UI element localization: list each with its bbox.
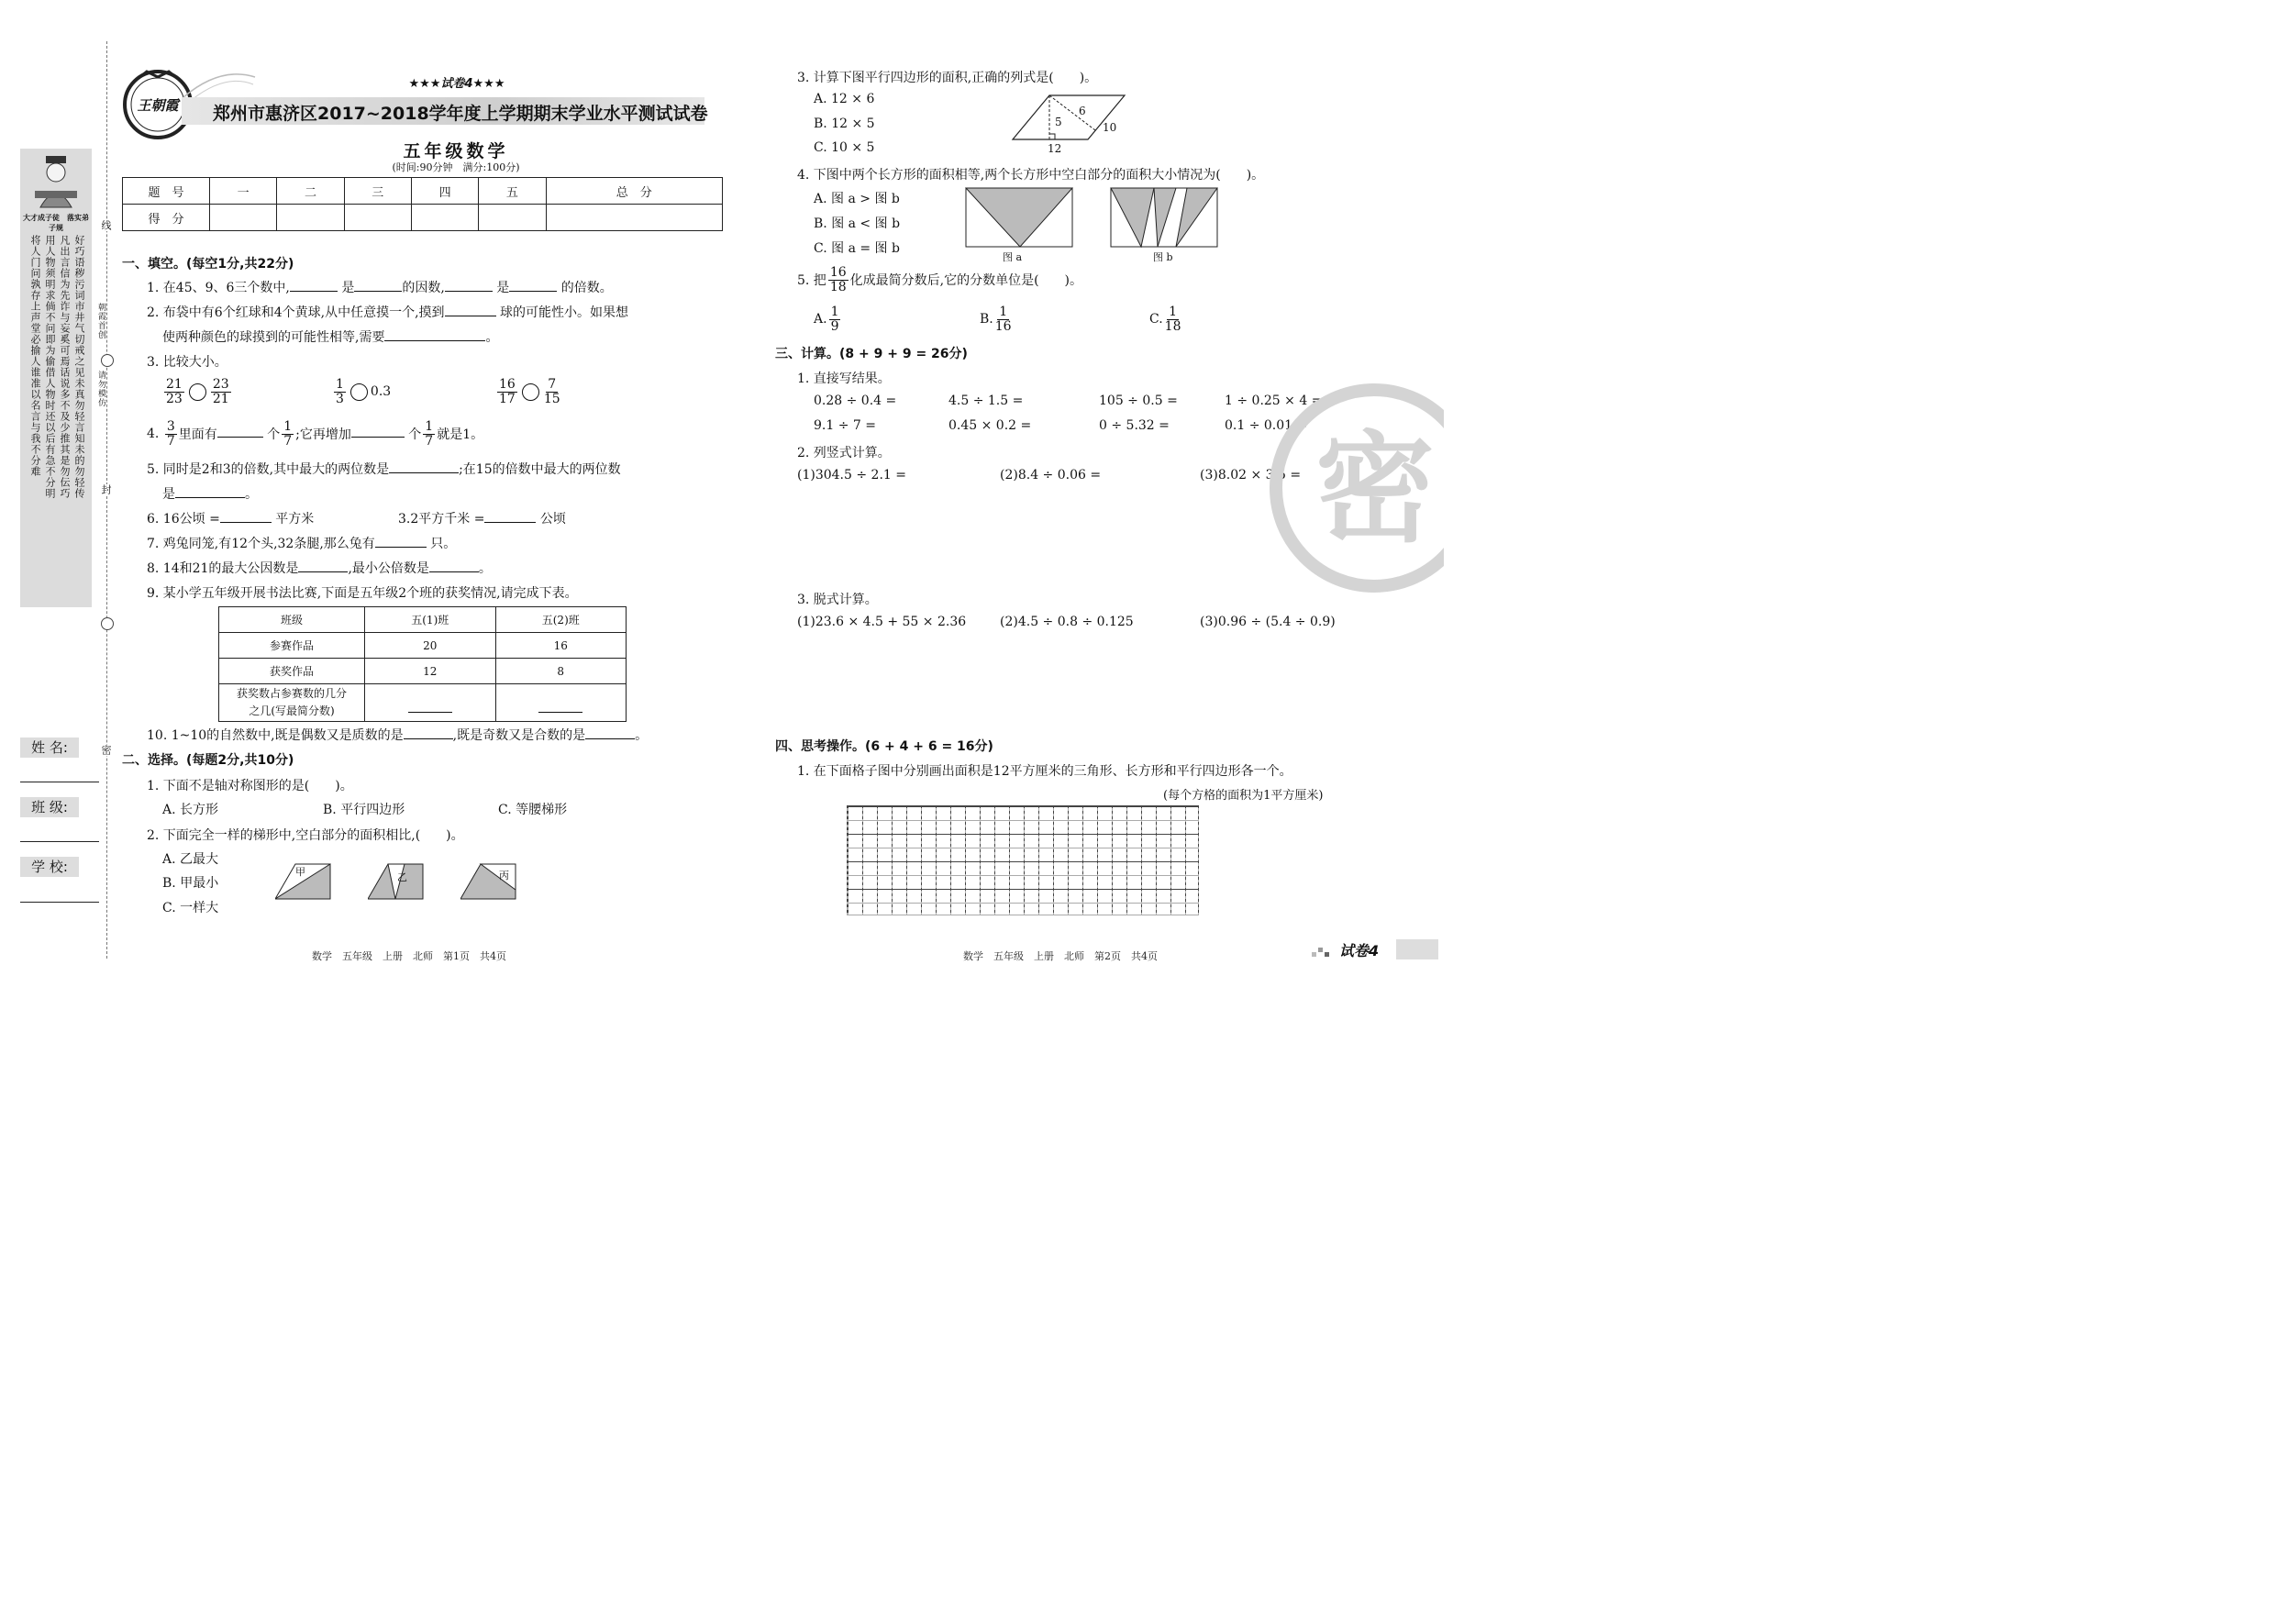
s2-q5-opt-b[interactable] bbox=[980, 305, 1014, 333]
score-cell[interactable] bbox=[546, 205, 722, 231]
s2-q4-opt-b[interactable]: B. 图 a < 图 b bbox=[814, 216, 901, 231]
rectangle-fig-a bbox=[965, 187, 1073, 248]
s3-sub1: 1. 直接写结果。 bbox=[797, 372, 891, 386]
option-label: A. bbox=[814, 312, 827, 327]
compare-circle[interactable] bbox=[522, 383, 539, 401]
side-mark-original: 朝霞首创 bbox=[96, 303, 105, 339]
score-cell[interactable] bbox=[210, 205, 277, 231]
binding-line bbox=[106, 41, 107, 959]
s2-q2: 2. 下面完全一样的梯形中,空白部分的面积相比,( )。 bbox=[147, 828, 464, 843]
motto-col-2: 凡出言信为先诈与妄奚可焉话说多不及少推其是勿伝巧 bbox=[59, 235, 71, 499]
s1-q10 bbox=[147, 726, 648, 744]
direct-calc: 1 ÷ 0.25 × 4 = bbox=[1225, 394, 1323, 408]
fraction bbox=[497, 378, 517, 405]
award-cell: 8 bbox=[495, 659, 627, 684]
answer-blank[interactable] bbox=[290, 291, 338, 292]
answer-blank[interactable] bbox=[389, 472, 459, 473]
side-mark-seal: 封 bbox=[100, 484, 112, 495]
s2-q5-opt-c[interactable] bbox=[1149, 305, 1183, 333]
s1-q1-text: 的因数, bbox=[402, 281, 445, 295]
fraction-num: 16 bbox=[829, 265, 847, 280]
rectangle-fig-b bbox=[1110, 187, 1218, 248]
s2-q5-text: 化成最简分数后,它的分数单位是( )。 bbox=[849, 273, 1083, 289]
para-slant-label: 10 bbox=[1103, 121, 1117, 134]
motto-col-1: 好巧语秽污词市井气切戒之见未真勿轻言知未的勿轻传 bbox=[73, 235, 85, 499]
fraction bbox=[544, 378, 560, 405]
answer-blank[interactable] bbox=[298, 571, 348, 572]
s1-q8 bbox=[147, 559, 492, 577]
score-header-cell: 总 分 bbox=[546, 178, 722, 205]
s2-q3-opt-b[interactable]: B. 12 × 5 bbox=[814, 116, 875, 131]
s2-q3-opt-c[interactable]: C. 10 × 5 bbox=[814, 140, 875, 155]
s1-q4-text: ;它再增加 bbox=[295, 427, 351, 443]
fraction-num: 1 bbox=[999, 305, 1008, 319]
award-row bbox=[219, 633, 627, 659]
s1-q1-text: 是 bbox=[341, 281, 355, 295]
s2-q1-opt-b[interactable]: B. 平行四边形 bbox=[323, 803, 405, 817]
para-height-label: 5 bbox=[1055, 116, 1062, 128]
s1-q4-text: 4. bbox=[147, 427, 160, 442]
s1-q10-text: 。 bbox=[635, 728, 649, 743]
logo-text: 王朝霞 bbox=[137, 97, 179, 114]
s1-q8-text: ,最小公倍数是 bbox=[348, 561, 429, 576]
trapezoid-jia bbox=[275, 862, 334, 901]
fraction-num: 23 bbox=[212, 377, 229, 392]
fraction-num: 16 bbox=[499, 377, 516, 392]
s1-q6-part2 bbox=[398, 509, 566, 527]
answer-blank[interactable] bbox=[217, 437, 263, 438]
fraction-num: 3 bbox=[166, 419, 175, 434]
compare-circle[interactable] bbox=[189, 383, 206, 401]
paper-badge: ★★★试卷4★★★ bbox=[408, 77, 505, 91]
answer-blank[interactable] bbox=[445, 291, 493, 292]
fraction bbox=[829, 305, 841, 333]
fraction-den: 15 bbox=[543, 391, 560, 406]
award-header: 五(2)班 bbox=[495, 607, 627, 633]
vertical-calc: (1)304.5 ÷ 2.1 = bbox=[797, 468, 906, 482]
s1-q5-text: ;在15的倍数中最大的两位数 bbox=[459, 462, 621, 477]
answer-blank[interactable] bbox=[175, 497, 245, 498]
school-input-line[interactable] bbox=[20, 902, 99, 903]
footer-tag: 试卷4 bbox=[1339, 942, 1380, 959]
direct-calc: 4.5 ÷ 1.5 = bbox=[948, 394, 1024, 408]
s1-q1 bbox=[147, 278, 613, 296]
award-header: 五(1)班 bbox=[365, 607, 496, 633]
s4-q1: 1. 在下面格子图中分别画出面积是12平方厘米的三角形、长方形和平行四边形各一个。 bbox=[797, 764, 1292, 779]
score-cell[interactable] bbox=[411, 205, 478, 231]
section2-title: 二、选择。(每题2分,共10分) bbox=[122, 753, 294, 768]
s2-q3-opt-a[interactable]: A. 12 × 6 bbox=[814, 92, 875, 106]
trap-label: 甲 bbox=[295, 866, 305, 878]
fraction-num: 1 bbox=[830, 305, 839, 319]
score-cell[interactable] bbox=[277, 205, 344, 231]
seal-icon-2 bbox=[101, 617, 114, 630]
score-header-cell: 一 bbox=[210, 178, 277, 205]
fraction-den: 21 bbox=[212, 391, 229, 406]
side-mark-secret: 密 bbox=[100, 745, 112, 756]
s1-q1-text: 1. 在45、9、6三个数中, bbox=[147, 281, 290, 295]
score-header-cell: 四 bbox=[411, 178, 478, 205]
subject-title: 五年级数学 bbox=[403, 141, 509, 161]
fraction-den: 16 bbox=[994, 318, 1012, 334]
answer-blank[interactable] bbox=[351, 437, 405, 438]
award-label: 之几(写最简分数) bbox=[249, 704, 335, 717]
s1-q4-text: 里面有 bbox=[178, 427, 217, 443]
fraction-num: 21 bbox=[166, 377, 183, 392]
expanded-calc: (1)23.6 × 4.5 + 55 × 2.36 bbox=[797, 615, 967, 629]
s2-q5 bbox=[797, 266, 1082, 294]
score-header-row bbox=[123, 178, 723, 205]
parallelogram-figure bbox=[1009, 92, 1128, 158]
fraction-den: 17 bbox=[499, 391, 516, 406]
s1-q2-text: 2. 布袋中有6个红球和4个黄球,从中任意摸一个,摸到 bbox=[147, 305, 445, 320]
motto-col-3: 用人物须明求倘不问即为偷借人物时还以后有急不分明 bbox=[44, 235, 56, 499]
fraction-den: 9 bbox=[830, 318, 839, 334]
answer-blank[interactable] bbox=[509, 291, 557, 292]
compare-circle[interactable] bbox=[350, 383, 368, 401]
award-cell: 获奖作品 bbox=[219, 659, 365, 684]
award-header: 班级 bbox=[219, 607, 365, 633]
trapezoid-bing bbox=[460, 862, 519, 901]
class-label: 班 级: bbox=[20, 797, 79, 817]
award-cell: 20 bbox=[365, 633, 496, 659]
s2-q4: 4. 下图中两个长方形的面积相等,两个长方形中空白部分的面积大小情况为( )。 bbox=[797, 168, 1265, 183]
s1-q6 bbox=[147, 509, 314, 527]
award-answer-cell[interactable] bbox=[495, 684, 627, 722]
s1-q8-text: 。 bbox=[478, 561, 492, 576]
s1-q5-line1 bbox=[147, 460, 621, 478]
expanded-calc: (2)4.5 ÷ 0.8 ÷ 0.125 bbox=[1000, 615, 1134, 629]
fraction bbox=[211, 378, 231, 405]
class-input-line[interactable] bbox=[20, 841, 99, 842]
score-header-cell: 五 bbox=[479, 178, 546, 205]
fraction bbox=[995, 305, 1012, 333]
vertical-calc: (2)8.4 ÷ 0.06 = bbox=[1000, 468, 1102, 482]
fraction-den: 18 bbox=[829, 279, 847, 294]
trap-label: 丙 bbox=[499, 870, 509, 882]
s1-q9: 9. 某小学五年级开展书法比赛,下面是五年级2个班的获奖情况,请完成下表。 bbox=[147, 586, 578, 601]
motto-sidebar bbox=[20, 149, 92, 607]
fig-b-caption: 图 b bbox=[1153, 251, 1173, 263]
award-label: 获奖数占参赛数的几分 bbox=[236, 687, 347, 700]
s2-q5-opt-a[interactable] bbox=[814, 305, 842, 333]
s2-q1-opt-a[interactable]: A. 长方形 bbox=[162, 803, 219, 817]
section4-title: 四、思考操作。(6 + 4 + 6 = 16分) bbox=[775, 739, 993, 754]
secret-watermark bbox=[1270, 383, 1444, 596]
para-base-label: 12 bbox=[1048, 142, 1062, 155]
fraction-den: 18 bbox=[1164, 318, 1181, 334]
s1-q10-text: ,既是奇数又是合数的是 bbox=[452, 728, 586, 743]
award-cell: 参赛作品 bbox=[219, 633, 365, 659]
s3-sub3: 3. 脱式计算。 bbox=[797, 593, 878, 607]
s1-q2-text: 球的可能性小。如果想 bbox=[499, 305, 628, 320]
award-cell: 12 bbox=[365, 659, 496, 684]
score-value-row bbox=[123, 205, 723, 231]
side-mark-line: 线 bbox=[100, 220, 112, 231]
score-row-label: 得 分 bbox=[123, 205, 210, 231]
score-cell[interactable] bbox=[344, 205, 411, 231]
s4-note: (每个方格的面积为1平方厘米) bbox=[1163, 789, 1324, 803]
s1-q4-text: 就是1。 bbox=[437, 427, 484, 443]
s1-q6-text: 公顷 bbox=[539, 512, 566, 527]
s1-q6-text: 平方米 bbox=[275, 512, 315, 527]
section1-title: 一、填空。(每空1分,共22分) bbox=[122, 257, 294, 272]
fraction-den: 7 bbox=[425, 433, 434, 449]
direct-calc: 0 ÷ 5.32 = bbox=[1099, 418, 1170, 433]
s2-q2-opt-b[interactable]: B. 甲最小 bbox=[162, 876, 219, 891]
footer-right: 数学 五年级 上册 北师 第2页 共4页 bbox=[963, 950, 1158, 962]
section3-title: 三、计算。(8 + 9 + 9 = 26分) bbox=[775, 347, 968, 361]
s1-q5-text: 5. 同时是2和3的倍数,其中最大的两位数是 bbox=[147, 462, 390, 477]
motto-text: 大才成子徒 落实弟子规 bbox=[23, 214, 89, 232]
fraction-num: 1 bbox=[425, 419, 434, 434]
fraction bbox=[423, 420, 435, 448]
s1-q4 bbox=[147, 420, 483, 448]
s1-q4-text: 个 bbox=[408, 427, 422, 443]
fraction-num: 1 bbox=[1169, 305, 1178, 319]
answer-blank[interactable] bbox=[384, 340, 485, 341]
score-header-cell: 题 号 bbox=[123, 178, 210, 205]
compare-2 bbox=[332, 378, 391, 405]
fraction-den: 23 bbox=[166, 391, 183, 406]
answer-blank[interactable] bbox=[585, 738, 635, 739]
s1-q7-text: 只。 bbox=[430, 537, 457, 551]
motto-columns bbox=[26, 235, 88, 602]
s1-q1-text: 的倍数。 bbox=[560, 281, 613, 295]
answer-blank[interactable] bbox=[354, 291, 402, 292]
fraction bbox=[164, 378, 184, 405]
answer-blank[interactable] bbox=[408, 712, 452, 713]
footer-left: 数学 五年级 上册 北师 第1页 共4页 bbox=[312, 950, 506, 962]
s2-q4-opt-a[interactable]: A. 图 a > 图 b bbox=[814, 192, 900, 206]
option-label: B. bbox=[980, 312, 993, 327]
s2-q5-text: 5. 把 bbox=[797, 273, 826, 289]
school-label: 学 校: bbox=[20, 857, 79, 877]
s1-q6-text: 6. 16公顷 = bbox=[147, 512, 220, 527]
answer-blank[interactable] bbox=[375, 547, 427, 548]
s1-q2-line2 bbox=[162, 327, 498, 346]
compare-value: 0.3 bbox=[370, 384, 392, 400]
award-cell: 16 bbox=[495, 633, 627, 659]
s1-q1-text: 是 bbox=[496, 281, 510, 295]
s2-q2-opt-c[interactable]: C. 一样大 bbox=[162, 901, 219, 915]
s1-q6-text: 3.2平方千米 = bbox=[398, 512, 485, 527]
answer-blank[interactable] bbox=[404, 738, 453, 739]
fraction-den: 3 bbox=[336, 391, 344, 406]
time-info: (时间:90分钟 满分:100分) bbox=[392, 161, 520, 173]
motto-col-4: 将人门问孰存上声堂必揄人谁准以名言与我不分难 bbox=[29, 235, 41, 477]
s1-q4-text: 个 bbox=[267, 427, 281, 443]
s2-q3: 3. 计算下图平行四边形的面积,正确的列式是( )。 bbox=[797, 71, 1098, 85]
expanded-calc: (3)0.96 ÷ (5.4 ÷ 0.9) bbox=[1200, 615, 1336, 629]
direct-calc: 105 ÷ 0.5 = bbox=[1099, 394, 1178, 408]
fraction bbox=[282, 420, 294, 448]
s2-q2-opt-a[interactable]: A. 乙最大 bbox=[162, 852, 219, 867]
watermark-char: 密 bbox=[1314, 419, 1435, 559]
s2-q1-opt-c[interactable]: C. 等腰梯形 bbox=[498, 803, 568, 817]
answer-blank[interactable] bbox=[484, 522, 536, 523]
answer-blank[interactable] bbox=[220, 522, 272, 523]
s2-q1: 1. 下面不是轴对称图形的是( )。 bbox=[147, 779, 353, 793]
s1-q2-text: 。 bbox=[485, 330, 499, 345]
score-cell[interactable] bbox=[479, 205, 546, 231]
award-header-row bbox=[219, 607, 627, 633]
s1-q5-text: 是 bbox=[162, 487, 175, 502]
award-row bbox=[219, 659, 627, 684]
score-header-cell: 二 bbox=[277, 178, 344, 205]
direct-calc: 0.1 ÷ 0.01 = bbox=[1225, 418, 1308, 433]
answer-blank[interactable] bbox=[429, 571, 479, 572]
drawing-grid[interactable] bbox=[847, 805, 1199, 915]
s1-q5-text: 。 bbox=[245, 487, 258, 502]
award-row bbox=[219, 684, 627, 722]
fig-a-caption: 图 a bbox=[1003, 251, 1023, 263]
fraction bbox=[165, 420, 177, 448]
name-label: 姓 名: bbox=[20, 738, 79, 758]
fraction-num: 1 bbox=[336, 377, 344, 392]
s1-q3: 3. 比较大小。 bbox=[147, 355, 227, 370]
fraction-den: 7 bbox=[283, 433, 293, 449]
scholar-figure bbox=[33, 154, 79, 209]
vertical-calc: (3)8.02 × 3.5 = bbox=[1200, 468, 1302, 482]
fraction-num: 7 bbox=[548, 377, 557, 392]
direct-calc: 0.45 × 0.2 = bbox=[948, 418, 1032, 433]
award-table bbox=[218, 606, 627, 722]
fraction-den: 7 bbox=[166, 433, 175, 449]
side-mark-nocopy: 请勿模仿 bbox=[96, 371, 105, 407]
fraction bbox=[334, 378, 346, 405]
para-side-label: 6 bbox=[1079, 105, 1086, 117]
score-header-cell: 三 bbox=[344, 178, 411, 205]
fraction-num: 1 bbox=[283, 419, 293, 434]
direct-calc: 9.1 ÷ 7 = bbox=[814, 418, 876, 433]
s1-q5-line2 bbox=[162, 484, 258, 503]
score-table bbox=[122, 177, 723, 231]
option-label: C. bbox=[1149, 312, 1163, 327]
compare-3 bbox=[495, 378, 562, 405]
trapezoid-yi bbox=[368, 862, 427, 901]
s1-q7-text: 7. 鸡兔同笼,有12个头,32条腿,那么兔有 bbox=[147, 537, 375, 551]
s1-q7 bbox=[147, 534, 456, 552]
s1-q8-text: 8. 14和21的最大公因数是 bbox=[147, 561, 299, 576]
footer-bar bbox=[1396, 939, 1438, 959]
trap-label: 乙 bbox=[397, 871, 407, 883]
s3-sub2: 2. 列竖式计算。 bbox=[797, 446, 891, 460]
fraction bbox=[828, 266, 849, 294]
seal-icon bbox=[101, 354, 114, 367]
compare-1 bbox=[162, 378, 233, 405]
direct-calc: 0.28 ÷ 0.4 = bbox=[814, 394, 897, 408]
s1-q2-text: 使两种颜色的球摸到的可能性相等,需要 bbox=[162, 330, 385, 345]
exam-title: 郑州市惠济区2017~2018学年度上学期期末学业水平测试试卷 bbox=[213, 104, 708, 124]
s2-q4-opt-c[interactable]: C. 图 a = 图 b bbox=[814, 241, 900, 256]
s1-q10-text: 10. 1~10的自然数中,既是偶数又是质数的是 bbox=[147, 728, 404, 743]
award-cell bbox=[219, 684, 365, 722]
s1-q2-line1 bbox=[147, 303, 628, 321]
fraction bbox=[1165, 305, 1181, 333]
award-answer-cell[interactable] bbox=[365, 684, 496, 722]
footer-deco bbox=[1312, 945, 1334, 958]
answer-blank[interactable] bbox=[538, 712, 582, 713]
